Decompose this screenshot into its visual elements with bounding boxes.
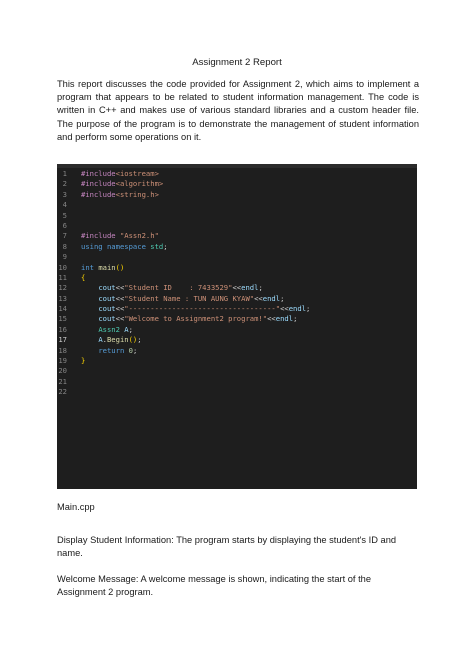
code-line — [57, 242, 417, 252]
code-token: ; — [258, 283, 263, 293]
line-number: 10 — [58, 262, 67, 272]
code-token: main — [98, 262, 116, 272]
code-line — [57, 377, 417, 387]
line-number: 8 — [62, 241, 67, 251]
code-token: << — [115, 304, 125, 314]
code-token: #include — [81, 179, 116, 189]
code-line — [57, 387, 417, 397]
line-number: 5 — [62, 210, 67, 220]
code-token: "Assn2.h" — [119, 231, 159, 241]
line-number: 17 — [58, 335, 67, 345]
code-token — [81, 314, 98, 323]
code-line — [57, 366, 417, 376]
code-line — [57, 200, 417, 210]
code-line — [57, 231, 417, 241]
code-text — [81, 190, 159, 200]
code-text — [81, 304, 310, 314]
code-token: ; — [163, 241, 168, 251]
code-line — [57, 314, 417, 324]
code-token: "Welcome to Assignment2 program!" — [124, 314, 268, 324]
code-token: << — [115, 314, 125, 324]
line-number: 22 — [58, 387, 67, 397]
code-text — [81, 179, 163, 189]
code-token: Begin — [106, 335, 129, 345]
code-token — [81, 325, 98, 334]
code-token: () — [128, 335, 138, 345]
code-line — [57, 356, 417, 366]
code-token: << — [254, 293, 263, 303]
code-token: <algorithm> — [115, 179, 164, 189]
line-number: 21 — [58, 376, 67, 386]
code-token: cout — [98, 283, 116, 293]
student-info-paragraph: Display Student Information: The program starts by displaying the student's ID and name. — [57, 535, 397, 559]
code-line — [57, 190, 417, 200]
code-token: . — [102, 335, 107, 345]
code-token: ; — [306, 304, 311, 314]
code-token: <iostream> — [115, 169, 159, 178]
line-number: 9 — [62, 252, 67, 262]
code-token: "Student Name : TUN AUNG KYAW" — [124, 293, 255, 303]
line-number: 2 — [62, 179, 67, 189]
line-number: 11 — [58, 272, 67, 282]
code-token: ; — [137, 335, 142, 345]
code-token: endl — [241, 283, 259, 293]
code-caption: Main.cpp — [57, 502, 95, 512]
code-token: Assn2 — [98, 324, 125, 334]
code-line — [57, 283, 417, 293]
code-token: int — [81, 262, 99, 272]
code-token: cout — [98, 304, 116, 314]
code-token — [81, 294, 98, 303]
code-line — [57, 263, 417, 273]
code-token: ; — [293, 314, 298, 324]
code-token: << — [280, 304, 289, 314]
code-token: { — [81, 272, 86, 282]
code-line — [57, 169, 417, 179]
code-token: <string.h> — [115, 189, 159, 199]
code-lines — [57, 169, 417, 398]
code-line — [57, 211, 417, 221]
code-line — [57, 252, 417, 262]
code-text — [81, 346, 137, 356]
code-text — [81, 283, 263, 293]
code-token: << — [232, 283, 242, 293]
code-token: ; — [132, 345, 138, 355]
code-token: "----------------------------------" — [124, 304, 281, 314]
line-number: 4 — [62, 200, 67, 210]
code-text — [81, 263, 124, 273]
line-number: 15 — [58, 314, 67, 324]
code-token — [81, 346, 98, 355]
code-token: #include — [81, 169, 116, 178]
code-text — [81, 231, 159, 241]
code-token: endl — [262, 293, 281, 303]
code-token: using namespace — [81, 241, 151, 251]
code-text — [81, 356, 85, 366]
code-line — [57, 335, 417, 345]
code-token: << — [115, 283, 125, 293]
code-token: endl — [275, 314, 294, 324]
code-line — [57, 304, 417, 314]
code-token: "Student ID : 7433529" — [124, 283, 233, 293]
code-token: cout — [98, 314, 116, 324]
editor-top-bar — [57, 164, 417, 168]
line-number: 3 — [62, 189, 67, 199]
code-token: << — [267, 314, 276, 324]
line-number: 18 — [58, 345, 67, 355]
code-token: ; — [128, 324, 133, 334]
code-token: #include — [81, 231, 120, 241]
code-token: return — [98, 345, 129, 355]
code-line — [57, 346, 417, 356]
code-token: endl — [288, 304, 307, 314]
code-token: 0 — [128, 345, 133, 355]
intro-paragraph: This report discusses the code provided for Assignment 2, which aims to implement a program that appears to be related to student information management. The code is written in C++ and makes use of various standard libraries and a custom header file. The purpose of the program is to demonstrate the management of student information and perform some operations on it. — [57, 79, 419, 142]
code-text — [81, 242, 168, 252]
code-text — [81, 335, 142, 345]
welcome-message-paragraph: Welcome Message: A welcome message is shown, indicating the start of the Assignment 2 program. — [57, 574, 372, 598]
code-line — [57, 221, 417, 231]
line-number: 7 — [62, 231, 67, 241]
code-token — [81, 335, 98, 344]
code-text — [81, 314, 297, 324]
code-token: << — [115, 293, 125, 303]
code-token — [81, 304, 98, 313]
code-token: ; — [280, 293, 285, 303]
code-text — [81, 294, 284, 304]
line-number: 13 — [58, 293, 67, 303]
code-token: () — [115, 262, 125, 272]
code-token: std — [150, 241, 164, 251]
code-line — [57, 294, 417, 304]
code-text — [81, 273, 85, 283]
code-token: } — [81, 356, 86, 366]
line-number: 19 — [58, 356, 67, 366]
code-line — [57, 325, 417, 335]
line-number: 12 — [58, 283, 67, 293]
code-text — [81, 325, 133, 335]
code-token: cout — [98, 293, 116, 303]
report-title: Assignment 2 Report — [192, 57, 282, 68]
code-screenshot — [57, 164, 417, 489]
code-token: A — [124, 324, 129, 334]
code-token: #include — [81, 189, 116, 199]
line-number: 16 — [58, 324, 67, 334]
code-token — [81, 283, 98, 292]
line-number: 6 — [62, 220, 67, 230]
line-number: 1 — [62, 169, 67, 178]
line-number: 14 — [58, 304, 67, 314]
code-line — [57, 179, 417, 189]
code-text — [81, 169, 159, 179]
line-number: 20 — [58, 366, 67, 376]
code-token: A — [98, 335, 103, 345]
code-line — [57, 273, 417, 283]
